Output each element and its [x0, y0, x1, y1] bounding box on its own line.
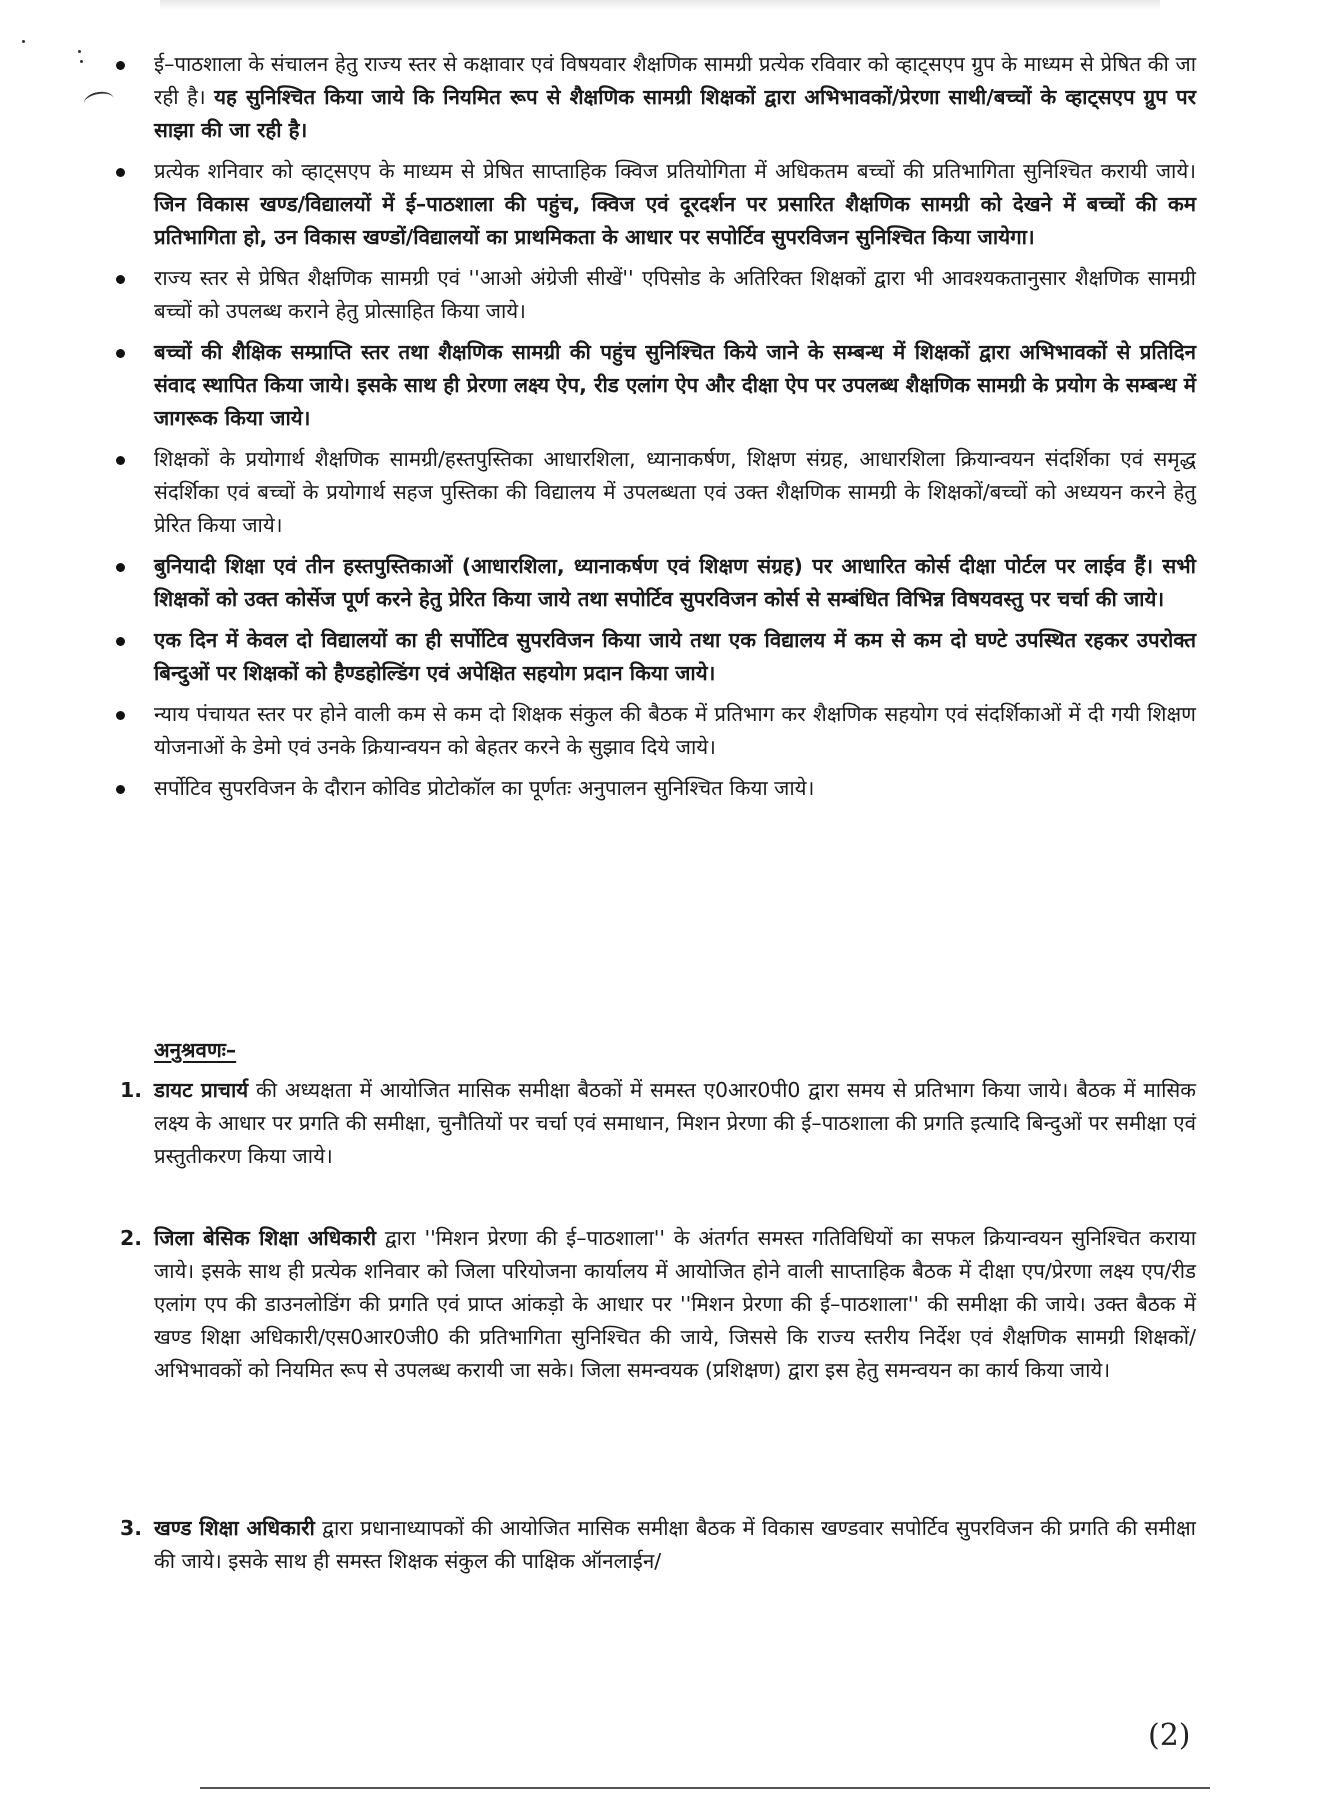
bullet-bold-text: यह सुनिश्चित किया जाये कि नियमित रूप से शैक्षणिक सामग्री शिक्षकों द्वारा अभिभावकों/प्रेरणा साथी/बच्चों के व्हाट्सएप ग्रुप पर साझा की जा रही है। — [154, 85, 1196, 142]
scan-speck — [80, 60, 83, 63]
bullet-item — [116, 155, 1196, 254]
bullet-dot-icon — [116, 456, 125, 465]
bullet-list — [116, 48, 1196, 813]
bullet-bold-text: एक दिन में केवल दो विद्यालयों का ही सर्पोटिव सुपरविजन किया जाये तथा एक विद्यालय में कम से कम दो घण्टे उपस्थित रहकर उपरोक्त बिन्दुओं पर शिक्षकों को हैण्डहोल्डिंग एवं अपेक्षित सहयोग प्रदान किया जाये। — [154, 628, 1196, 685]
bullet-text: प्रत्येक शनिवार को व्हाट्सएप के माध्यम से प्रेषित साप्ताहिक क्विज प्रतियोगिता में अधिकतम बच्चों की प्रतिभागिता सुनिश्चित करायी जाये। — [154, 159, 1196, 183]
bullet-text: शिक्षकों के प्रयोगार्थ शैक्षणिक सामग्री/हस्तपुस्तिका आधारशिला, ध्यानाकर्षण, शिक्षण संग्रह, आधारशिला क्रियान्वयन संदर्शिका एवं समृद्ध संदर्शिका एवं बच्चों के प्रयोगार्थ सहज पुस्तिका की विद्यालय में उपलब्धता एवं उक्त शैक्षणिक सामग्री के शिक्षकों/बच्चों को अध्ययन करने हेतु प्रेरित किया जाये। — [154, 447, 1196, 537]
bullet-text: सर्पोटिव सुपरविजन के दौरान कोविड प्रोटोकॉल का पूर्णतः अनुपालन सुनिश्चित किया जाये। — [154, 776, 815, 800]
item-text: द्वारा ''मिशन प्रेरणा की ई–पाठशाला'' के अंतर्गत समस्त गतिविधियों का सफल क्रियान्वयन सुनिश्चित कराया जाये। इसके साथ ही प्रत्येक शनिवार को जिला परियोजना कार्यालय में आयोजित होने वाली साप्ताहिक बैठक में दीक्षा एप/प्रेरणा लक्ष्य एप/रीड एलांग एप की डाउनलोडिंग की प्रगति एवं प्राप्त आंकड़ो के आधार पर ''मिशन प्रेरणा की ई–पाठशाला'' की समीक्षा की जाये। उक्त बैठक में खण्ड शिक्षा अधिकारी/एस0आर0जी0 की प्रतिभागिता सुनिश्चित की जाये, जिससे कि राज्य स्तरीय निर्देश एवं शैक्षणिक सामग्री शिक्षकों/अभिभावकों को नियमित रूप से उपलब्ध करायी जा सके। जिला समन्वयक (प्रशिक्षण) द्वारा इस हेतु समन्वयन का कार्य किया जाये। — [154, 1226, 1197, 1382]
bottom-rule — [200, 1787, 1210, 1789]
scan-speck — [22, 40, 25, 43]
item-lead: खण्ड शिक्षा अधिकारी — [154, 1516, 315, 1540]
item-text: द्वारा प्रधानाध्यापकों की आयोजित मासिक समीक्षा बैठक में विकास खण्डवार सपोर्टिव सुपरविजन की प्रगति की समीक्षा की जाये। इसके साथ ही समस्त शिक्षक संकुल की पाक्षिक ऑनलाईन/ — [154, 1516, 1196, 1573]
item-number: 2. — [120, 1226, 143, 1250]
item-number: 1. — [120, 1078, 143, 1102]
numbered-item-1 — [116, 1074, 1196, 1173]
numbered-item — [116, 1512, 1196, 1578]
item-text: की अध्यक्षता में आयोजित मासिक समीक्षा बैठकों में समस्त ए0आर0पी0 द्वारा समय से प्रतिभाग किया जाये। बैठक में मासिक लक्ष्य के आधार पर प्रगति की समीक्षा, चुनौतियों पर चर्चा एवं समाधान, मिशन प्रेरणा की ई–पाठशाला की प्रगति इत्यादि बिन्दुओं पर समीक्षा एवं प्रस्तुतीकरण किया जाये। — [154, 1078, 1196, 1168]
item-number: 3. — [120, 1516, 143, 1540]
numbered-item-2 — [116, 1222, 1196, 1387]
bullet-item — [116, 262, 1196, 328]
bullet-dot-icon — [116, 785, 125, 794]
page-number: (2) — [1148, 1718, 1191, 1753]
numbered-item — [116, 1222, 1196, 1387]
item-lead: जिला बेसिक शिक्षा अधिकारी — [154, 1226, 377, 1250]
handwritten-margin-mark — [83, 90, 116, 113]
bullet-item — [116, 48, 1196, 147]
bullet-bold-text: बुनियादी शिक्षा एवं तीन हस्तपुस्तिकाओं (आधारशिला, ध्यानाकर्षण एवं शिक्षण संग्रह) पर आधारित कोर्स दीक्षा पोर्टल पर लाईव हैं। सभी शिक्षकों को उक्त कोर्सेज पूर्ण करने हेतु प्रेरित किया जाये तथा सपोर्टिव सुपरविजन कोर्स से सम्बंधित विभिन्न विषयवस्तु पर चर्चा की जाये। — [154, 554, 1196, 611]
bullet-dot-icon — [116, 168, 125, 177]
bullet-dot-icon — [116, 61, 125, 70]
numbered-item-3 — [116, 1512, 1196, 1578]
bullet-item — [116, 624, 1196, 690]
bullet-item — [116, 698, 1196, 764]
bullet-item — [116, 336, 1196, 435]
bullet-text: न्याय पंचायत स्तर पर होने वाली कम से कम दो शिक्षक संकुल की बैठक में प्रतिभाग कर शैक्षणिक सहयोग एवं संदर्शिकाओं में दी गयी शिक्षण योजनाओं के डेमो एवं उनके क्रियान्वयन को बेहतर करने के सुझाव दिये जाये। — [154, 702, 1196, 759]
bullet-text: राज्य स्तर से प्रेषित शैक्षणिक सामग्री एवं ''आओ अंग्रेजी सीखें'' एपिसोड के अतिरिक्त शिक्षकों द्वारा भी आवश्यकतानुसार शैक्षणिक सामग्री बच्चों को उपलब्ध कराने हेतु प्रोत्साहित किया जाये। — [154, 266, 1196, 323]
bullet-dot-icon — [116, 275, 125, 284]
bullet-dot-icon — [116, 711, 125, 720]
scan-speck — [78, 50, 81, 53]
bullet-dot-icon — [116, 349, 125, 358]
scan-smudge — [160, 0, 1160, 10]
bullet-item — [116, 550, 1196, 616]
bullet-dot-icon — [116, 637, 125, 646]
numbered-item — [116, 1074, 1196, 1173]
bullet-bold-text: बच्चों की शैक्षिक सम्प्राप्ति स्तर तथा शैक्षणिक सामग्री की पहुंच सुनिश्चित किये जाने के सम्बन्ध में शिक्षकों द्वारा अभिभावकों से प्रतिदिन संवाद स्थापित किया जाये। इसके साथ ही प्रेरणा लक्ष्य ऐप, रीड एलांग ऐप और दीक्षा ऐप पर उपलब्ध शैक्षणिक सामग्री के प्रयोग के सम्बन्ध में जागरूक किया जाये। — [154, 340, 1196, 430]
bullet-item — [116, 772, 1196, 805]
bullet-dot-icon — [116, 563, 125, 572]
item-lead: डायट प्राचार्य — [154, 1078, 249, 1102]
bullet-item — [116, 443, 1196, 542]
bullet-text: ई–पाठशाला के संचालन हेतु राज्य स्तर से कक्षावार एवं विषयवार शैक्षणिक सामग्री प्रत्येक रविवार को व्हाट्सएप ग्रुप के माध्यम से प्रेषित की जा रही है। — [154, 52, 1196, 109]
bullet-bold-text: जिन विकास खण्ड/विद्यालयों में ई–पाठशाला की पहुंच, क्विज एवं दूरदर्शन पर प्रसारित शैक्षणिक सामग्री को देखने में बच्चों की कम प्रतिभागिता हो, उन विकास खण्डों/विद्यालयों का प्राथमिकता के आधार पर सपोर्टिव सुपरविजन सुनिश्चित किया जायेगा। — [154, 192, 1196, 249]
followup-heading: अनुश्रवणः– — [154, 1038, 237, 1062]
